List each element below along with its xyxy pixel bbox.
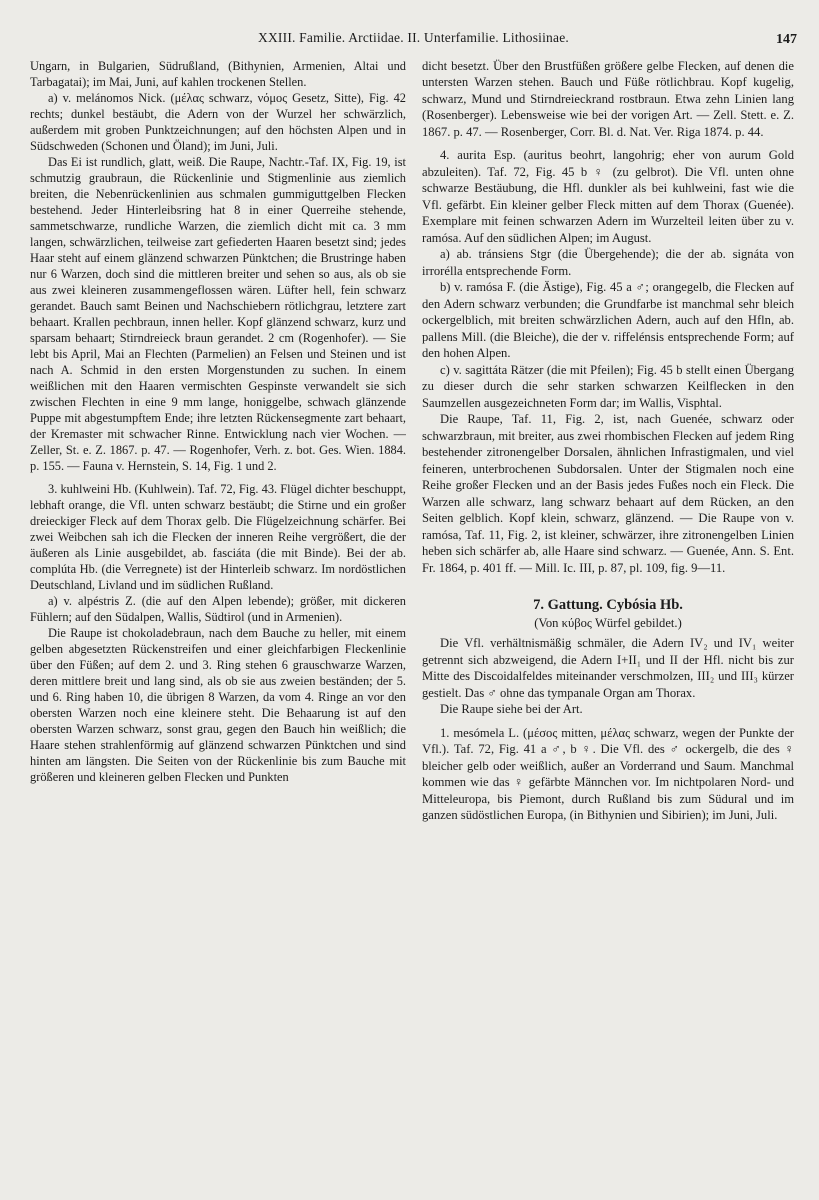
species-entry-kuhlweini: 3. kuhlweini Hb. (Kuhlwein). Taf. 72, Fig. 43. Flügel dichter beschuppt, lebhaft orange, die Vfl. unten schwarz bestäubt; die Stirne und ein großer dreieckiger Fleck auf dem Thorax gelb. Die Flügelzeichnung schärfer. Bei zwei Weibchen sah ich die Flecken der inneren Reihe vergrößert, die der äußeren als Linie ausgebildet, ab. fasciáta (die mit Binde). Bei der ab. complúta Hb. (die Verregnete) ist der Hinterleib schwarz. Im nordöstlichen Deutschland, Livland und im südlichen Rußland. [30,482,406,592]
paragraph: Die Vfl. verhältnismäßig schmäler, die Adern IV₂ und IV₁ weiter getrennt sich abzweigend, die Adern I+II₁ und II der Hfl. nicht bis zur Mitte des Discoidalfeldes miteinander verschmolzen, III₂ und III₃ kürzer gestielt. Das ♂ ohne das tympanale Organ am Thorax. [422,636,794,700]
species-entry-aurita: 4. aurita Esp. (auritus beohrt, langohrig; eher von aurum Gold abzuleiten). Taf. 72, Fig. 45 b ♀ (zu gelbrot). Die Vfl. unten ohne schwarze Bestäubung, die Hfl. dunkler als bei kuhlweini, fast wie die Vfl. gefärbt. Ein kleiner gelber Fleck mitten auf dem Thorax (Guenée). Exemplare mit feinen schwarzen Adern im Wurzelteil leiten über zu v. ramósa. Auf den südlichen Alpen; im August. [422,148,794,245]
genus-etymology: (Von κύβος Würfel gebildet.) [534,616,682,630]
paragraph: b) v. ramósa F. (die Ästige), Fig. 45 a ♂; orangegelb, die Flecken auf den Adern schwarz verbunden; die Grundfarbe ist manchmal sehr bleich ockergelblich, mit breiten schwärzlichen Adern, auch auf den Hfln, ab. pallens Mill. (die Bleiche), die der v. riffelénsis entsprechende Form; auf den hohen Alpen. [422,280,794,361]
paragraph: Das Ei ist rundlich, glatt, weiß. Die Raupe, Nachtr.-Taf. IX, Fig. 19, ist schmutzig graubraun, die Rückenlinie und Stigmenlinie aus ziemlich breiten, die Nebenrückenlinien aus schmalen gummiguttgelben Flecken bestehend. Jeder Hinterleibsring hat 8 in einer Querreihe stehende, sammetschwarze, rundliche Warzen, die ziemlich dicht mit ca. 3 mm langen, schwärzlichen, teilweise zart gefiederten Haaren besetzt sind; jedes Haar steht auf einem glänzend schwarzen Pünktchen; die Brustringe haben nur 6 Warzen, doch sind die mittleren breiter und sehen so aus, als ob sie aus zwei kleineren zusammengeflossen wären. Lüfter hell, fein schwarz gerandet. Bauch samt Beinen und Nachschiebern rötlichgrau, letztere zart behaart. Krallen pechbraun, innen heller. Kopf glänzend schwarz, kurz und sparsam behaart; Stirndreieck braun gerandet. 2 cm (Rogenhofer). — Sie lebt bis April, Mai an Flechten (Parmelien) an Felsen und Steinen und ist nach A. Schmid in den ersten Morgenstunden zu suchen. In einem weißlichen mit den Haaren vermischten Gespinste verwandelt sie sich zwischen Flechten in eine 9 mm lange, honiggelbe, schwach glänzende Puppe mit abgestumpftem Ende; ihre letzten Rückensegmente zart behaart, der Kremaster mit schwacher Rinne. Entwicklung nach vier Wochen. — Zeller, St. e. Z. 1867. p. 47. — Rogenhofer, Verh. z. bot. Ges. Wien. 1884. p. 155. — Fauna v. Hernstein, S. 14, Fig. 1 und 2. [30,155,406,473]
header-title: XXIII. Familie. Arctiidae. II. Unterfamilie. Lithosiinae. [258,30,569,45]
paragraph: a) v. melánomos Nick. (μέλας schwarz, νόμος Gesetz, Sitte), Fig. 42 rechts; dunkel bestäubt, die Adern von der Wurzel her schwärzlich, außerdem mit groben Punktzeichnungen; auf den höchsten Alpen und in Südschweden (Schonen und Öland); im Juni, Juli. [30,91,406,153]
right-column [422,58,794,1193]
paragraph: a) v. alpéstris Z. (die auf den Alpen lebende); größer, mit dickeren Fühlern; auf den Südalpen, Wallis, Südtirol (und in Armenien). [30,594,406,624]
left-column [30,58,406,1193]
paragraph: Die Raupe siehe bei der Art. [440,702,583,717]
page-number: 147 [776,32,797,47]
paragraph: Die Raupe ist chokoladebraun, nach dem Bauche zu heller, mit einem gelben abgesetzten Rückenstreifen und einer gleichfarbigen Fleckenlinie über den Füßen; auf dem 2. und 3. Ring stehen 6 grauschwarze Warzen, deren mittlere breit und lang sind, als ob sie aus zweien beständen; der 5. und 6. Ring haben 10, die übrigen 8 Warzen, da vom 4. Ringe an vor den obersten Warzen noch eine kleinere steht. Die Behaarung ist auf den obersten Warzen schwarz, sonst grau, gegen den Bauch hin weißlich; die Haare stehen strahlenförmig auf glänzend schwarzen Pünktchen und sind hinten am längsten. Die Seiten von der Rückenlinie bis zum Bauche mit größeren und kleineren gelben Flecken und Punkten [30,626,406,784]
paragraph: c) v. sagittáta Rätzer (die mit Pfeilen); Fig. 45 b stellt einen Übergang zu dieser durch die sehr starken schwarzen Keilflecken in den Saumzellen ausgezeichneten Form dar; im Wallis, Visphtal. [422,362,794,410]
genus-heading: 7. Gattung. Cybósia Hb. [533,597,683,614]
paragraph: Die Raupe, Taf. 11, Fig. 2, ist, nach Guenée, schwarz oder schwarzbraun, mit breiter, aus zwei rhombischen Flecken auf jedem Ring bestehender zitronengelber Dorsalen, ähnlichen Infrastigmalen, und viel feineren, unterbrochenen Subdorsalen. Unter der Stigmalen noch eine Reihe großer Flecken und an der Basis jedes Fußes noch ein Fleck. Die Warzen alle schwarz, lang schwarz behaart auf dem Rücken, an den Seiten gelblich. Kopf klein, schwarz, glänzend. — Die Raupe von v. ramósa, Taf. 11, Fig. 2, ist kleiner, schwärzer, ihre zitronengelben Linien heben sich schärfer ab, alle Haare sind schwarz. — Guenée, Ann. S. Ent. Fr. 1864, p. 401 ff. — Mill. Ic. III, p. 87, pl. 109, fig. 9—11. [422,412,794,575]
paragraph: a) ab. tránsiens Stgr (die Übergehende); die der ab. signáta von irrorélla entsprechende Form. [422,247,794,278]
running-header [30,30,797,52]
paragraph: dicht besetzt. Über den Brustfüßen größere gelbe Flecken, auf denen die untersten Warzen stehen. Bauch und Füße rötlichbrau. Kopf kugelig, schwarz, Mund und Stirndreieckrand rostbraun. Etwa zehn Linien lang (Rosenberger). Lebensweise wie bei der vorigen Art. — Zell. Stett. e. Z. 1867. p. 47. — Rosenberger, Corr. Bl. d. Nat. Ver. Riga 1874. p. 44. [422,59,794,139]
paragraph: Ungarn, in Bulgarien, Südrußland, (Bithynien, Armenien, Altai und Tarbagatai); im Mai, Juni, auf kahlen trockenen Stellen. [30,59,406,89]
species-entry-mesomela: 1. mesómela L. (μέσος mitten, μέλας schwarz, wegen der Punkte der Vfl.). Taf. 72, Fig. 41 a ♂, b ♀. Die Vfl. des ♂ ockergelb, die des ♀ bleicher gelb oder weißlich, außer an Vorderrand und Saum. Manchmal kommen wie das ♀ gefärbte Männchen vor. Im nichtpolaren Nord- und Mitteleuropa, bis Piemont, durch Rußland bis zum Südural und im ganzen südöstlichen Europa, (in Bithynien und Sibirien); im Juni, Juli. [422,725,794,823]
